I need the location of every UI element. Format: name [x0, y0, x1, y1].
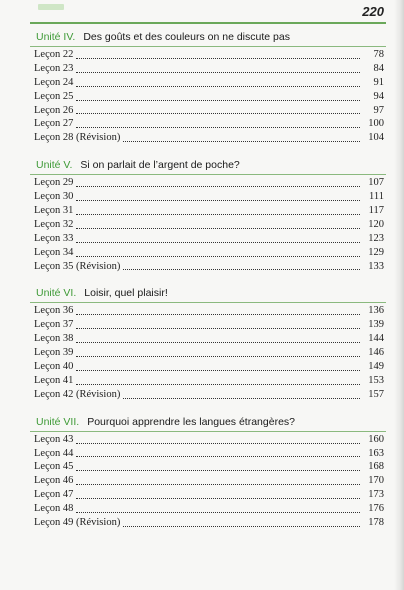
dot-leader: [76, 342, 360, 343]
dot-leader: [76, 186, 360, 187]
unit-title: Des goûts et des couleurs on ne discute pas: [83, 31, 290, 43]
lesson-label: Leçon 22: [34, 48, 74, 60]
lesson-label: Leçon 25: [34, 90, 74, 102]
header-mark: [38, 4, 64, 10]
dot-leader: [76, 512, 360, 513]
unit-title: Pourquoi apprendre les langues étrangères?: [87, 415, 295, 428]
lesson-page: 153: [368, 374, 384, 386]
dot-leader: [76, 470, 360, 471]
lesson-page: 133: [368, 260, 384, 272]
lesson-label: Leçon 29: [34, 177, 74, 189]
lesson-page: 123: [368, 232, 384, 244]
dot-leader: [76, 58, 360, 59]
lesson-entry[interactable]: [34, 76, 384, 90]
lesson-label: Leçon 47: [34, 489, 74, 501]
lesson-label: Leçon 37: [34, 319, 74, 331]
dot-leader: [76, 356, 360, 357]
lesson-page: 176: [368, 503, 384, 515]
lesson-label: Leçon 34: [34, 246, 74, 258]
lesson-entry[interactable]: [34, 176, 384, 190]
unit-label: Unité VI.: [36, 287, 77, 300]
lesson-entry[interactable]: [34, 433, 384, 447]
lesson-label: Leçon 28 (Révision): [34, 132, 121, 144]
lesson-list: [30, 48, 386, 145]
lesson-entry[interactable]: [34, 332, 384, 346]
lesson-label: Leçon 40: [34, 361, 74, 373]
unit-title: Si on parlait de l’argent de poche?: [80, 159, 240, 172]
lesson-label: Leçon 38: [34, 333, 74, 345]
lesson-page: 168: [368, 461, 384, 473]
section-rule: [30, 174, 386, 175]
dot-leader: [76, 456, 360, 457]
lesson-page: 120: [368, 218, 384, 230]
lesson-page: 91: [373, 76, 384, 88]
lesson-page: 94: [373, 90, 384, 102]
lesson-label: Leçon 30: [34, 191, 74, 203]
lesson-label: Leçon 49 (Révision): [34, 517, 121, 529]
lesson-label: Leçon 43: [34, 433, 74, 445]
lesson-entry[interactable]: [34, 388, 384, 402]
lesson-label: Leçon 32: [34, 218, 74, 230]
unit-label: Unité VII.: [36, 415, 80, 428]
section-heading: [30, 283, 386, 299]
lesson-entry[interactable]: [34, 374, 384, 388]
dot-leader: [76, 443, 360, 444]
section-unit-6: [30, 283, 386, 401]
lesson-label: Leçon 48: [34, 503, 74, 515]
lesson-entry[interactable]: [34, 204, 384, 218]
lesson-page: 157: [368, 388, 384, 400]
lesson-entry[interactable]: [34, 117, 384, 131]
dot-leader: [76, 498, 360, 499]
dot-leader: [123, 269, 360, 270]
lesson-entry[interactable]: [34, 447, 384, 461]
unit-title: Loisir, quel plaisir!: [84, 287, 168, 300]
lesson-page: 139: [368, 319, 384, 331]
lesson-label: Leçon 42 (Révision): [34, 388, 121, 400]
lesson-entry[interactable]: [34, 502, 384, 516]
section-heading: [30, 155, 386, 171]
dot-leader: [76, 314, 360, 315]
lesson-entry[interactable]: [34, 131, 384, 145]
lesson-label: Leçon 36: [34, 305, 74, 317]
dot-leader: [123, 526, 360, 527]
lesson-page: 117: [368, 205, 384, 216]
lesson-entry[interactable]: [34, 260, 384, 274]
dot-leader: [76, 72, 360, 73]
lesson-label: Leçon 24: [34, 76, 74, 88]
dot-leader: [76, 328, 360, 329]
dot-leader: [123, 141, 360, 142]
lesson-list: [30, 433, 386, 530]
lesson-page: 149: [368, 361, 384, 373]
lesson-page: 160: [368, 433, 384, 445]
dot-leader: [76, 214, 360, 215]
section-unit-4: [30, 27, 386, 145]
lesson-entry[interactable]: [34, 318, 384, 332]
lesson-page: 100: [368, 118, 384, 130]
lesson-entry[interactable]: [34, 304, 384, 318]
lesson-page: 129: [368, 246, 384, 258]
unit-label: Unité IV.: [36, 31, 76, 43]
lesson-label: Leçon 27: [34, 118, 74, 130]
dot-leader: [76, 484, 360, 485]
lesson-entry[interactable]: [34, 90, 384, 104]
dot-leader: [76, 200, 360, 201]
lesson-entry[interactable]: [34, 516, 384, 530]
dot-leader: [76, 384, 360, 385]
dot-leader: [76, 256, 360, 257]
lesson-page: 107: [368, 177, 384, 189]
lesson-page: 104: [368, 132, 384, 144]
lesson-entry[interactable]: [34, 474, 384, 488]
dot-leader: [76, 228, 360, 229]
section-heading: [30, 27, 386, 43]
dot-leader: [76, 370, 360, 371]
page-edge-shadow: [394, 0, 404, 590]
dot-leader: [123, 398, 360, 399]
lesson-list: [30, 176, 386, 273]
lesson-page: 173: [368, 489, 384, 501]
dot-leader: [76, 242, 360, 243]
table-of-contents: [30, 27, 386, 540]
section-heading: [30, 412, 386, 428]
lesson-entry[interactable]: [34, 346, 384, 360]
lesson-list: [30, 304, 386, 401]
lesson-label: Leçon 46: [34, 475, 74, 487]
lesson-entry[interactable]: [34, 460, 384, 474]
dot-leader: [76, 113, 360, 114]
lesson-label: Leçon 33: [34, 232, 74, 244]
lesson-label: Leçon 41: [34, 374, 74, 386]
lesson-page: 163: [368, 447, 384, 459]
lesson-page: 146: [368, 347, 384, 359]
lesson-page: 84: [373, 62, 384, 74]
lesson-page: 136: [368, 305, 384, 317]
lesson-entry[interactable]: [34, 360, 384, 374]
header-rule: [30, 22, 386, 24]
lesson-entry[interactable]: [34, 62, 384, 76]
lesson-label: Leçon 26: [34, 104, 74, 116]
unit-label: Unité V.: [36, 159, 73, 172]
lesson-page: 144: [368, 333, 384, 345]
lesson-label: Leçon 39: [34, 347, 74, 359]
lesson-page: 170: [368, 475, 384, 487]
section-rule: [30, 302, 386, 303]
section-rule: [30, 431, 386, 432]
dot-leader: [76, 127, 360, 128]
lesson-label: Leçon 23: [34, 62, 74, 74]
page-number: 220: [362, 4, 384, 19]
lesson-entry[interactable]: [34, 190, 384, 204]
lesson-label: Leçon 31: [34, 205, 74, 216]
lesson-entry[interactable]: [34, 246, 384, 260]
lesson-page: 78: [373, 48, 384, 60]
dot-leader: [76, 100, 360, 101]
lesson-entry[interactable]: [34, 48, 384, 62]
lesson-entry[interactable]: [34, 232, 384, 246]
lesson-label: Leçon 35 (Révision): [34, 260, 121, 272]
lesson-label: Leçon 45: [34, 461, 74, 473]
lesson-entry[interactable]: [34, 488, 384, 502]
lesson-page: 178: [368, 517, 384, 529]
section-unit-7: [30, 412, 386, 530]
dot-leader: [76, 86, 360, 87]
lesson-label: Leçon 44: [34, 447, 74, 459]
section-unit-5: [30, 155, 386, 273]
lesson-entry[interactable]: [34, 218, 384, 232]
lesson-page: 111: [369, 191, 384, 203]
section-rule: [30, 46, 386, 47]
lesson-entry[interactable]: [34, 104, 384, 118]
lesson-page: 97: [373, 104, 384, 116]
